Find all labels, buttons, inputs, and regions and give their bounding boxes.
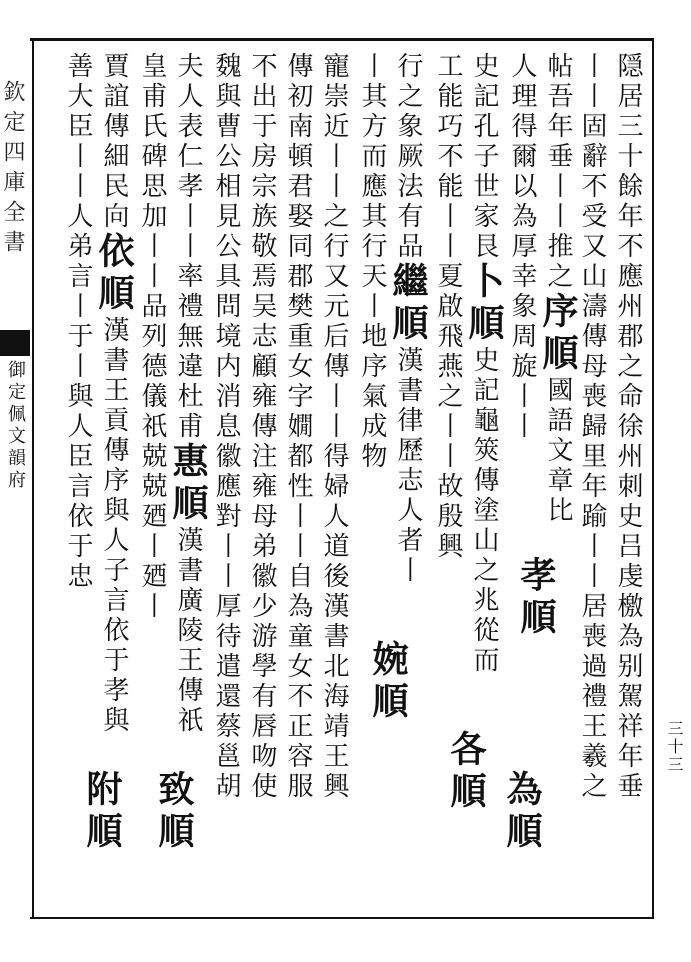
column-text: 行之象厥法有品: [393, 52, 423, 262]
column-text: 丨其方而應其行: [357, 52, 387, 262]
folio-number: 三十三: [665, 720, 684, 774]
column-note: 漢書律歷志人者丨: [393, 346, 423, 586]
margin-fishtail-block: [0, 330, 30, 356]
column-note: 史記龜筴傳塗山之兆從而: [469, 346, 499, 676]
entry-heading: 附順: [81, 770, 123, 854]
entry-heading: 婉順: [367, 640, 409, 724]
column-text: 賈誼傳細民向: [99, 52, 129, 232]
entry-heading: 序順: [537, 292, 579, 376]
entry-heading: 依順: [93, 232, 135, 316]
lower-entry-4: [444, 730, 488, 850]
column-text: 夫人表仁孝丨丨率禮無違杜甫: [173, 52, 203, 442]
entry-heading: 孝順: [515, 556, 557, 640]
column-text: 魏與曹公相見公具問境内消息徽應對丨丨厚待遣還蔡邕胡: [211, 52, 241, 802]
text-column-12: [204, 52, 248, 912]
column-note: 天丨地序氣成物: [357, 262, 387, 472]
frame-top-rule: [30, 38, 654, 41]
frame-left-rule: [32, 38, 34, 919]
entry-heading: 各順: [445, 730, 487, 814]
entry-heading: 為順: [501, 770, 543, 854]
column-text: 史記孔子世家艮: [469, 52, 499, 262]
text-column-8: [350, 52, 394, 912]
column-note: 漢書廣陵王傳祇: [173, 526, 203, 736]
column-text: 工能巧不能丨丨: [433, 52, 463, 262]
lower-entry-3: [366, 640, 410, 760]
column-text: 丨丨固辭不受又山濤傳母喪歸里年踰丨丨居喪過禮王羲之: [577, 52, 607, 802]
column-note: 祇兢兢廼丨廼丨: [137, 412, 167, 622]
column-text: 皇甫氏碑思加丨丨品列德儀: [137, 52, 167, 412]
column-note: 漢書王貢傳序與人子言依于孝與: [99, 316, 129, 736]
column-text: 寵崇近丨丨之行又元后傳丨丨得婦人道後漢書北海靖王興: [319, 52, 349, 802]
column-note: 夏啟飛燕之丨丨故殷興: [433, 262, 463, 562]
margin-book-title: 御定佩文韻府: [5, 360, 26, 492]
frame-right-rule: [652, 38, 654, 919]
margin-title: 欽定四庫全書: [0, 80, 25, 260]
column-text: 傳初南頓君娶同郡樊重女字嫺都性丨丨自為童女不正容服: [283, 52, 313, 802]
column-text: 人理得爾以為厚幸: [507, 52, 537, 292]
lower-entry-5: [152, 770, 196, 880]
entry-heading: 繼順: [387, 262, 429, 346]
frame-bottom-rule: [30, 917, 654, 919]
lower-entry-2: [500, 770, 544, 900]
entry-heading: 惠順: [167, 442, 209, 526]
column-text: 善大臣丨丨: [63, 52, 93, 202]
column-note: 象周旋丨丨: [507, 292, 537, 442]
column-note: 國語文章比: [543, 376, 573, 526]
margin-strip: [0, 40, 30, 940]
entry-heading: 致順: [153, 770, 195, 854]
column-text: 帖吾年垂丨丨推之: [543, 52, 573, 292]
lower-entry-6: [80, 770, 124, 880]
column-text: 隠居三十餘年不應州郡之命徐州刺史吕虔檄為别駕祥年垂: [613, 52, 643, 802]
column-note: 人弟言丨于丨與人臣言依于忠: [63, 202, 93, 592]
column-text: 不出于房宗族敬焉吴志顧雍傳注雍母弟徽少游學有唇吻使: [247, 52, 277, 802]
entry-heading: 卜順: [463, 262, 505, 346]
